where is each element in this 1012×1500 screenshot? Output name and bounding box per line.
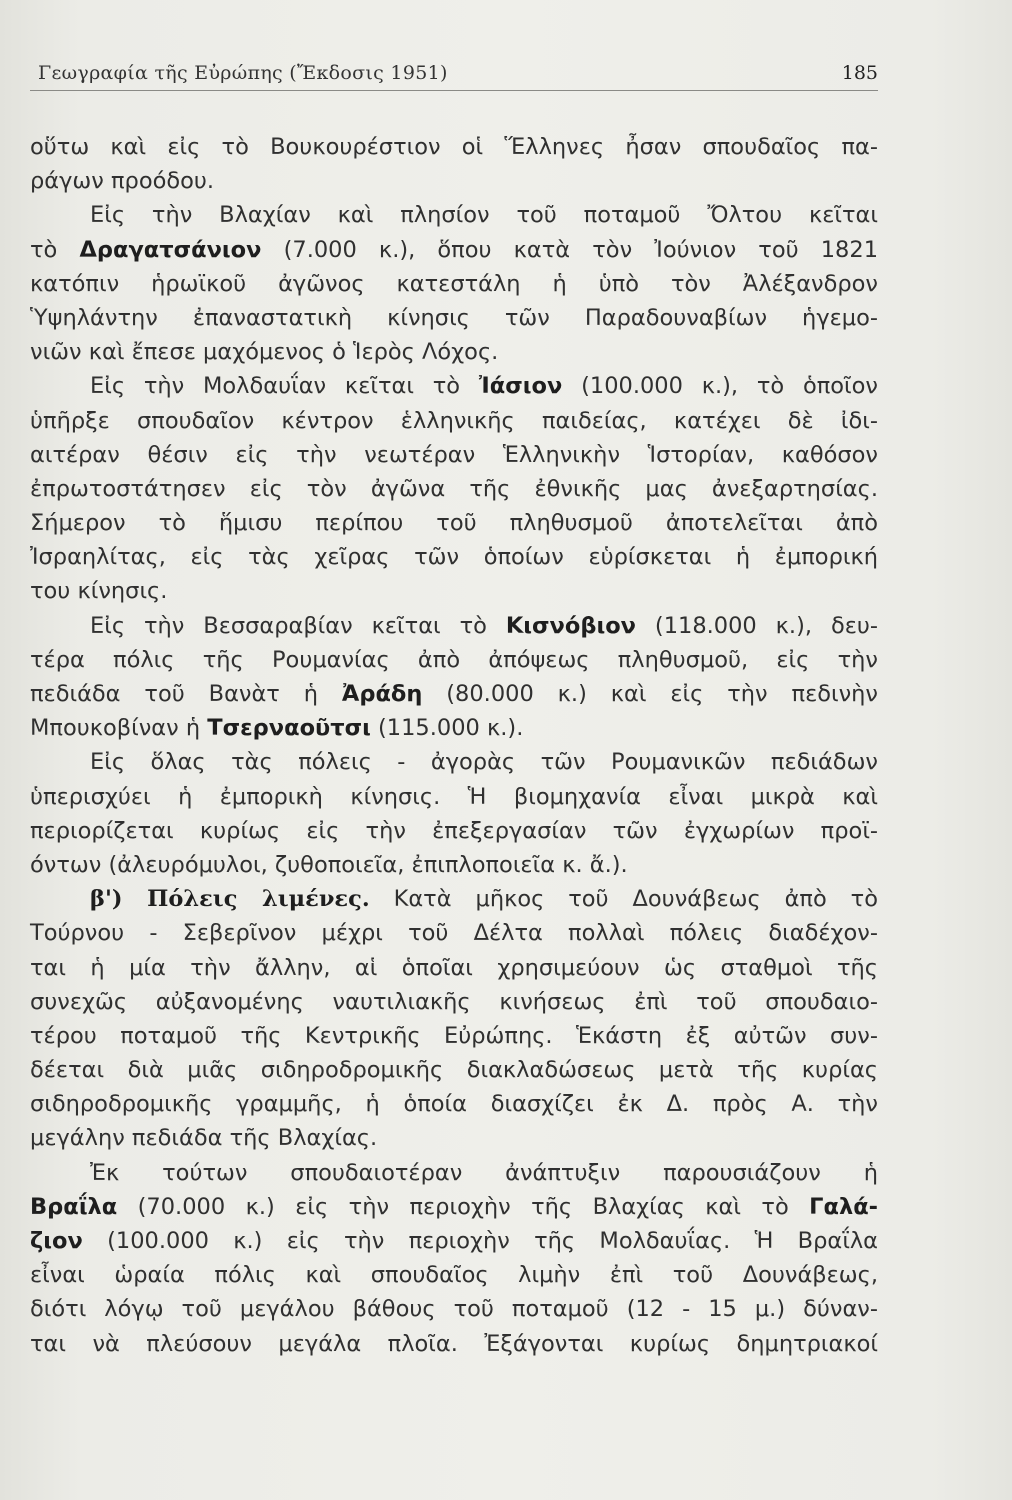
section-heading: β') Πόλεις λιμένες. <box>90 886 370 913</box>
page-number: 185 <box>841 62 878 84</box>
running-header <box>30 60 878 91</box>
text-line: σιδηροδρομικῆς γραμμῆς, ἡ ὁποία διασχίζει ἐκ Δ. πρὸς Α. τὴν <box>30 1091 878 1118</box>
text-line: ράγων προόδου. <box>30 168 215 195</box>
text-line: Εἰς τὴν Βλαχίαν καὶ πλησίον τοῦ ποταμοῦ Ὄλτου κεῖται <box>90 202 878 229</box>
text-run: Εἰς τὴν Βεσσαραβίαν κεῖται τὸ <box>90 612 506 639</box>
text-line: Σήμερον τὸ ἥμισυ περίπου τοῦ πληθυσμοῦ ἀποτελεῖται ἀπὸ <box>30 510 878 537</box>
text-line: ὑπῆρξε σπουδαῖον κέντρον ἑλληνικῆς παιδείας, κατέχει δὲ ἰδι- <box>30 407 878 434</box>
text-line: ὑπερισχύει ἡ ἐμπορικὴ κίνησις. Ἡ βιομηχανία εἶναι μικρὰ καὶ <box>30 783 878 810</box>
text-line: Ἰσραηλίτας, εἰς τὰς χεῖρας τῶν ὁποίων εὑρίσκεται ἡ ἐμπορική <box>30 544 878 571</box>
text-line: οὕτω καὶ εἰς τὸ Βουκουρέστιον οἱ Ἕλληνες ἦσαν σπουδαῖος πα- <box>30 134 878 160</box>
place-name: ζιον <box>30 1228 83 1254</box>
text-line: του κίνησις. <box>30 578 168 605</box>
text-line: ται ἡ μία τὴν ἄλλην, αἱ ὁποῖαι χρησιμεύουν ὡς σταθμοὶ τῆς <box>30 954 878 981</box>
text-line: ἐπρωτοστάτησεν εἰς τὸν ἀγῶνα τῆς ἐθνικῆς μας ἀνεξαρτησίας. <box>30 475 878 502</box>
text-line: τέρου ποταμοῦ τῆς Κεντρικῆς Εὐρώπης. Ἑκάστη ἐξ αὐτῶν συν- <box>30 1022 878 1049</box>
text-run: Εἰς τὴν Μολδαυΐαν κεῖται τὸ <box>90 373 479 400</box>
header-title: Γεωγραφία τῆς Εὐρώπης (Ἔκδοσις 1951) <box>38 62 448 84</box>
place-name: Δραγατσάνιον <box>79 236 262 263</box>
text-line: διότι λόγῳ τοῦ μεγάλου βάθους τοῦ ποταμοῦ (12 - 15 μ.) δύναν- <box>30 1296 878 1323</box>
place-name: Ἰάσιον <box>478 373 563 400</box>
text-line: όντων (ἀλευρόμυλοι, ζυθοποιεῖα, ἐπιπλοποιεῖα κ. ἄ.). <box>30 851 628 878</box>
text-line: περιορίζεται κυρίως εἰς τὴν ἐπεξεργασίαν τῶν ἐγχωρίων προϊ- <box>30 817 878 844</box>
text-line <box>30 233 878 267</box>
text-run: Μπουκοβίναν ἡ <box>30 715 208 742</box>
place-name: Βραΐλα <box>30 1193 118 1220</box>
text-run: (100.000 κ.) εἰς τὴν περιοχὴν τῆς Μολδαυΐας. Ἡ Βραΐλα <box>82 1228 878 1254</box>
text-line <box>30 882 878 916</box>
text-run: (118.000 κ.), δευ- <box>636 612 879 639</box>
text-line: μεγάλην πεδιάδα τῆς Βλαχίας. <box>30 1125 378 1152</box>
text-line <box>30 711 878 745</box>
text-line: συνεχῶς αὐξανομένης ναυτιλιακῆς κινήσεως ἐπὶ τοῦ σπουδαιο- <box>30 988 878 1015</box>
text-run: Κατὰ μῆκος τοῦ Δουνάβεως ἀπὸ τὸ <box>369 886 878 913</box>
text-line: κατόπιν ἡρωϊκοῦ ἀγῶνος κατεστάλη ἡ ὑπὸ τὸν Ἀλέξανδρον <box>30 270 878 297</box>
text-line: εἶναι ὡραία πόλις καὶ σπουδαῖος λιμὴν ἐπὶ τοῦ Δουνάβεως, <box>30 1262 878 1289</box>
text-run: (7.000 κ.), ὅπου κατὰ τὸν Ἰούνιον τοῦ 1821 <box>261 236 879 263</box>
text-line: δέεται διὰ μιᾶς σιδηροδρομικῆς διακλαδώσεως μετὰ τῆς κυρίας <box>30 1057 878 1084</box>
text-line: Ἐκ τούτων σπουδαιοτέραν ἀνάπτυξιν παρουσιάζουν ἡ <box>90 1159 878 1186</box>
text-run: (115.000 κ.). <box>370 715 524 742</box>
text-line <box>30 609 878 643</box>
text-line <box>30 677 878 711</box>
place-name: Γαλά- <box>809 1193 878 1220</box>
text-line: ται νὰ πλεύσουν μεγάλα πλοῖα. Ἐξάγονται κυρίως δημητριακοί <box>30 1330 878 1357</box>
body-text <box>30 130 878 1361</box>
text-run: (80.000 κ.) καὶ εἰς τὴν πεδινὴν <box>422 681 879 707</box>
place-name: Ἀράδη <box>341 681 423 707</box>
text-line <box>30 1224 878 1258</box>
text-run: (100.000 κ.), τὸ ὁποῖον <box>562 373 878 400</box>
text-line <box>30 369 878 403</box>
text-line: νιῶν καὶ ἔπεσε μαχόμενος ὁ Ἱερὸς Λόχος. <box>30 339 499 366</box>
text-line: Ὑψηλάντην ἐπαναστατικὴ κίνησις τῶν Παραδουναβίων ἡγεμο- <box>30 304 878 331</box>
text-run: (70.000 κ.) εἰς τὴν περιοχὴν τῆς Βλαχίας καὶ τὸ <box>117 1193 810 1220</box>
text-line <box>30 1190 878 1224</box>
place-name: Κισνόβιον <box>505 612 636 639</box>
text-run: πεδιάδα τοῦ Βανὰτ ἡ <box>30 681 342 707</box>
place-name: Τσερναοῦτσι <box>207 715 371 742</box>
text-line: αιτέραν θέσιν εἰς τὴν νεωτέραν Ἑλληνικὴν Ἱστορίαν, καθόσον <box>30 441 878 468</box>
text-run: τὸ <box>30 236 80 263</box>
text-line: τέρα πόλις τῆς Ρουμανίας ἀπὸ ἀπόψεως πληθυσμοῦ, εἰς τὴν <box>30 646 878 673</box>
text-line: Εἰς ὅλας τὰς πόλεις - ἀγορὰς τῶν Ρουμανικῶν πεδιάδων <box>90 749 878 776</box>
text-line: Τούρνου - Σεβερῖνον μέχρι τοῦ Δέλτα πολλαὶ πόλεις διαδέχον- <box>30 920 878 947</box>
